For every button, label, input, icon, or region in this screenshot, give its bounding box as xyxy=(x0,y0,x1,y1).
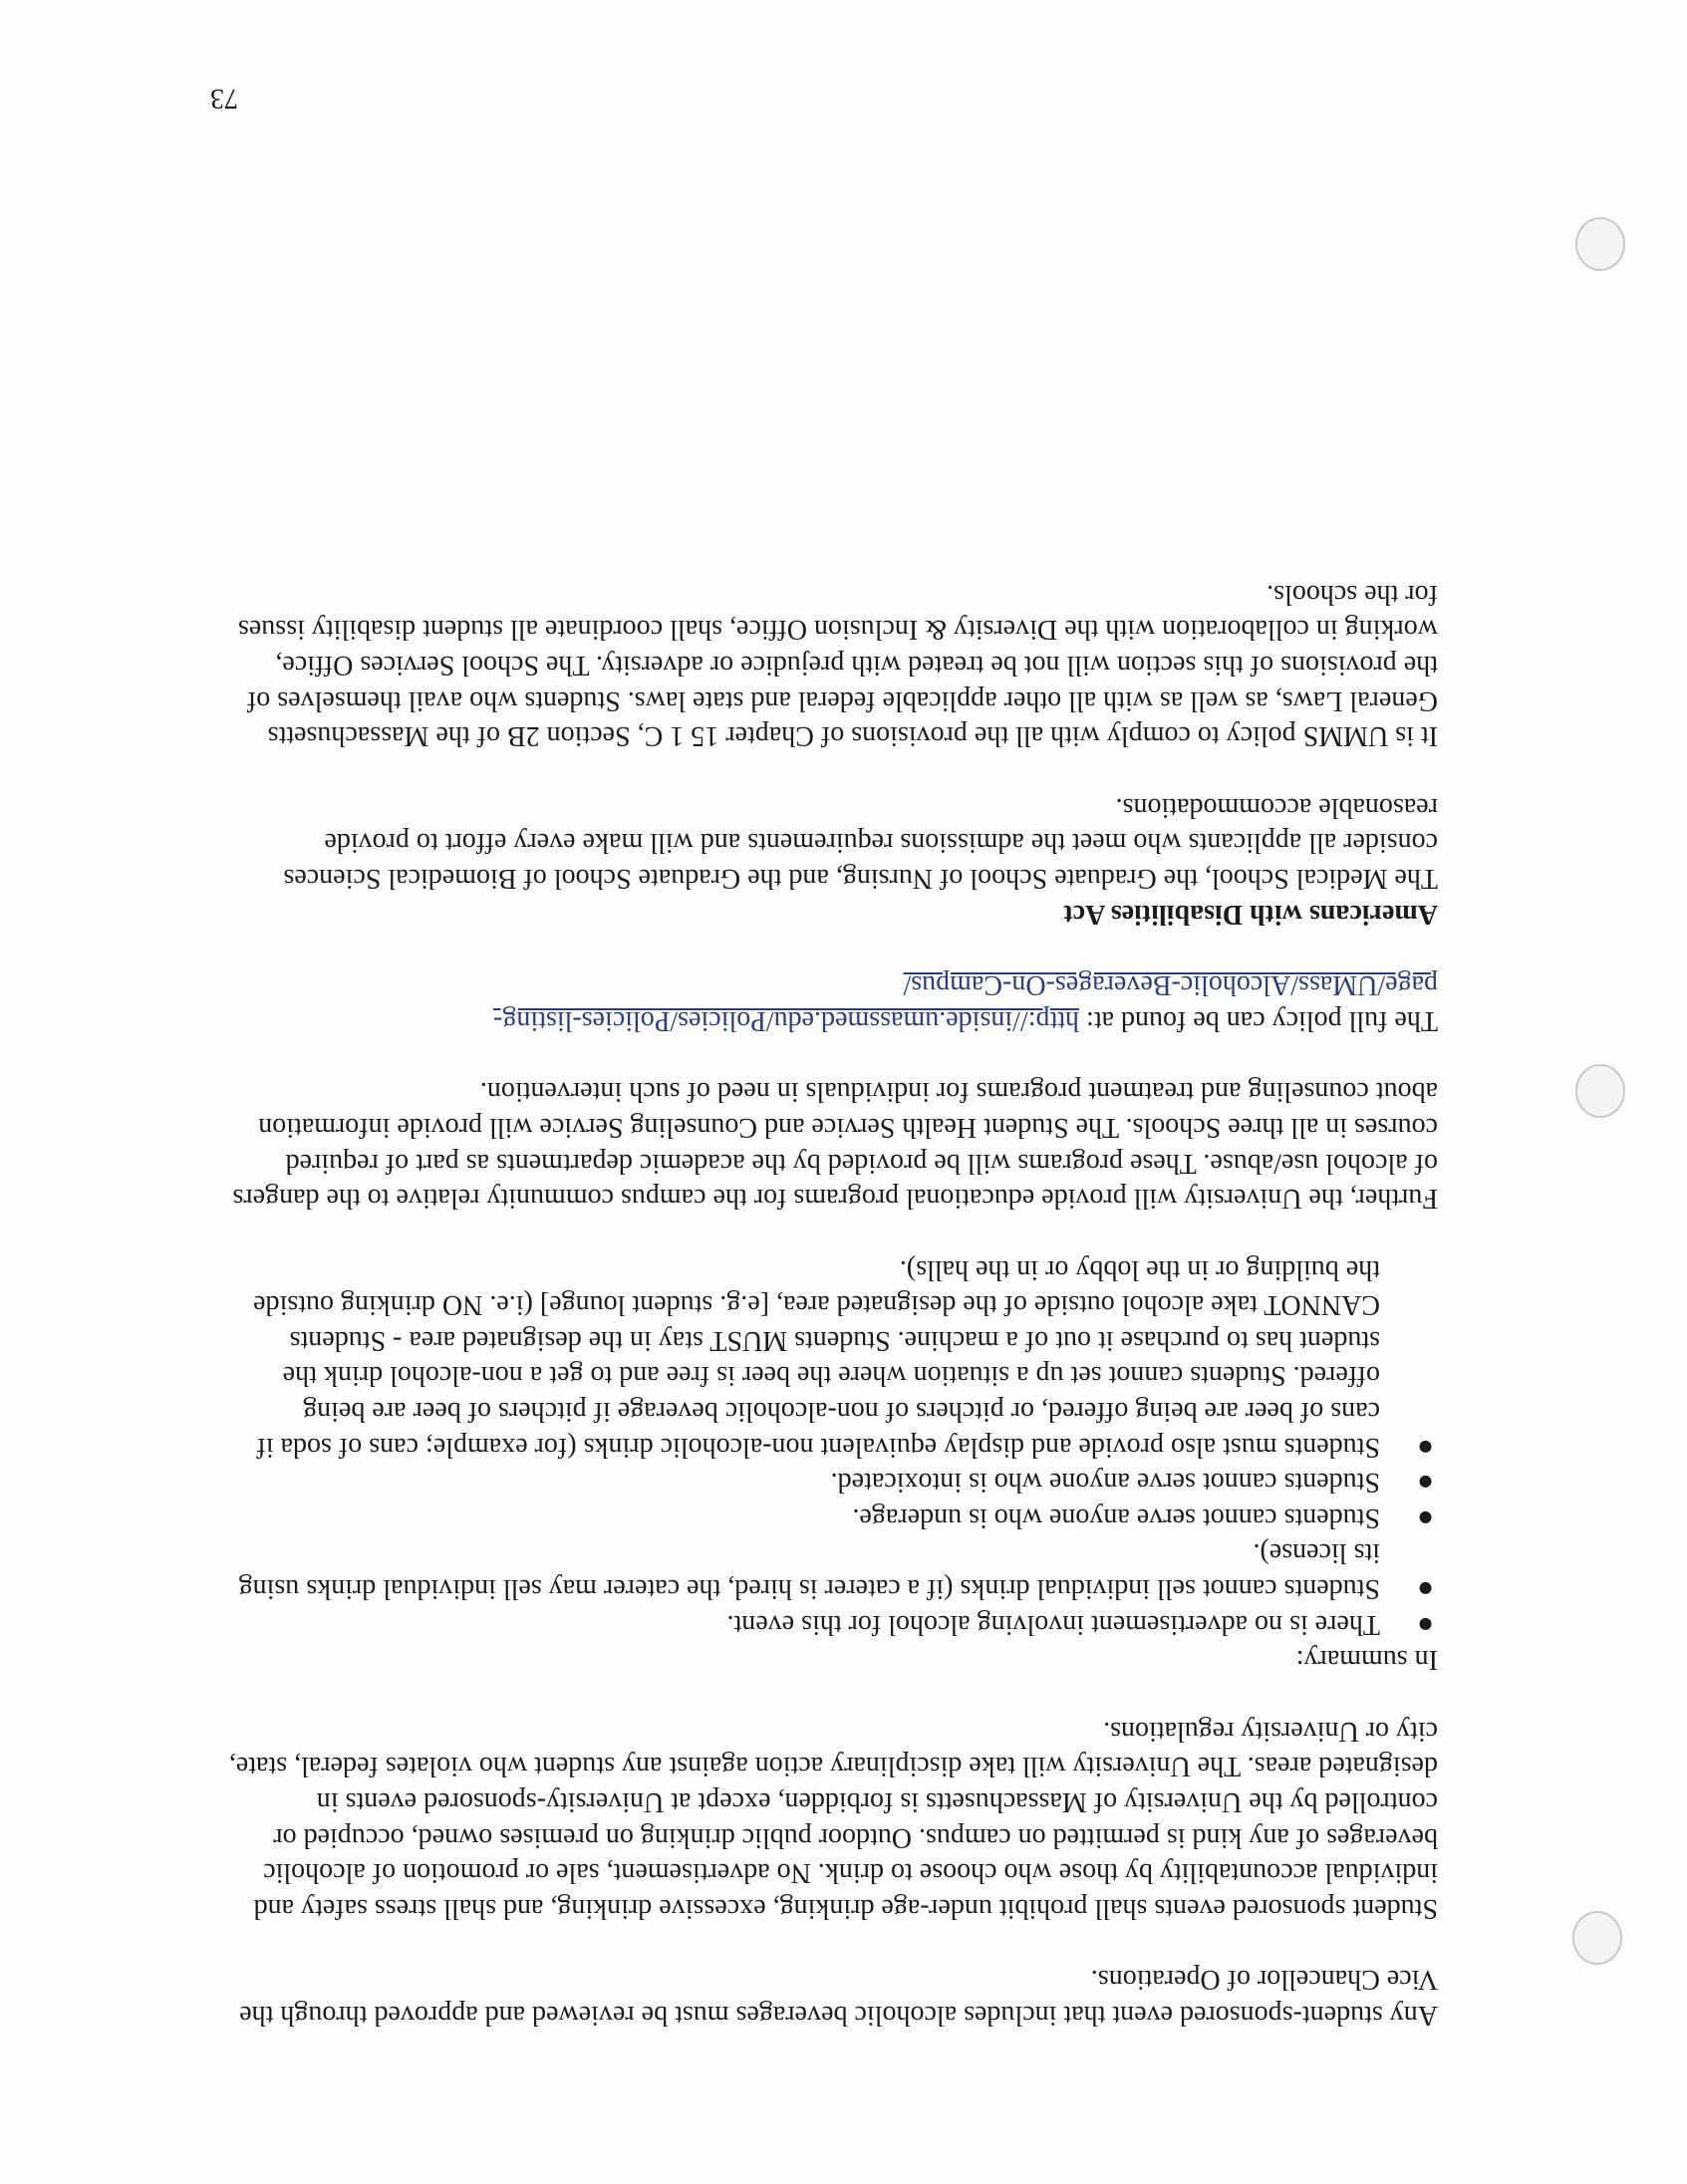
punch-hole xyxy=(1575,217,1625,271)
page-content xyxy=(227,540,1438,2033)
summary-intro: In summary: xyxy=(1295,1644,1438,1676)
summary-list xyxy=(227,1251,1438,1642)
list-item: ● Students cannot serve anyone who is intoxicated. xyxy=(227,1465,1438,1501)
punch-hole xyxy=(1572,1911,1622,1965)
bullet-icon: ● xyxy=(1417,1573,1434,1605)
list-item: ● There is no advertisement involving alcohol for this event. xyxy=(227,1606,1438,1642)
bullet-icon: ● xyxy=(1417,1431,1434,1463)
bullet-icon: ● xyxy=(1417,1467,1434,1499)
ada-heading: Americans with Disabilities Act xyxy=(1063,898,1438,930)
page-number: 73 xyxy=(210,83,238,114)
student-events-paragraph: Student sponsored events shall prohibit under-age drinking, excessive drinking, and shall stress safety and individual accountability by those who choose to drink. No advertisement, sale or promotion of alcoholic beverages of any kind is permitted on campus. Outdoor public drinking on premises owned, occupied or controlled by the University of Massachusetts is forbidden, except at University-sponsored events in designated areas. The University will take disciplinary action against any student who violates federal, state, city or University regulations. xyxy=(228,1715,1438,1924)
full-policy-paragraph xyxy=(227,967,1438,1038)
bullet-icon: ● xyxy=(1417,1608,1434,1640)
umms-policy-paragraph: It is UMMS policy to comply with all the provisions of Chapter 15 1 C, Section 2B of the Massachusetts General Laws, as well as with all other applicable federal and state laws. Students who avail themselves of the provisions of this section will not be treated with prejudice or adversity. The School Services Office, working in collaboration with the Diversity & Inclusion Office, shall coordinate all student disability issues for the schools. xyxy=(237,578,1438,752)
bullet-icon: ● xyxy=(1417,1502,1434,1533)
ada-paragraph: The Medical School, the Graduate School of Nursing, and the Graduate School of Biomedical Sciences consider all applicants who meet the admissions requirements and will make every effort to provide reasonable accommodations. xyxy=(283,791,1438,894)
list-item: ● Students cannot serve anyone who is underage. xyxy=(227,1500,1438,1535)
further-paragraph: Further, the University will provide educational programs for the campus community relative to the dangers of alcohol use/abuse. These programs will be provided by the academic departments as part of required courses in all three Schools. The Student Health Service and Counseling Service will provide information about counseling and treatment programs for individuals in need of such intervention. xyxy=(232,1076,1438,1215)
list-item: ● Students must also provide and display equivalent non-alcoholic drinks (for example; cans of soda if cans of beer are being offered, or pitchers of non-alcoholic beverage if pitchers of beer are being offered. Students cannot set up a situation where the beer is free and to get a non-alcohol drink the student has to purchase it out of a machine. Students MUST stay in the designated area - Students CANNOT take alcohol outside of the designated area, [e.g. student lounge] (i.e. NO drinking outside the building or in the lobby or in the halls). xyxy=(253,1253,1434,1463)
list-item: ● Students cannot sell individual drinks (if a caterer is hired, the caterer may sell individual drinks using its license). xyxy=(238,1537,1434,1605)
policy-link[interactable]: http://inside.umassmed.edu/Policies/Policies-listing-page/UMass/Alcoholic-Beverages-On-Campus/ xyxy=(493,969,1438,1036)
event-approval-paragraph: Any student-sponsored event that includes alcoholic beverages must be reviewed and approved through the Vice Chancellor of Operations. xyxy=(239,1964,1438,2031)
full-policy-prefix: The full policy can be found at: xyxy=(1079,1004,1438,1036)
punch-hole xyxy=(1575,1064,1625,1118)
